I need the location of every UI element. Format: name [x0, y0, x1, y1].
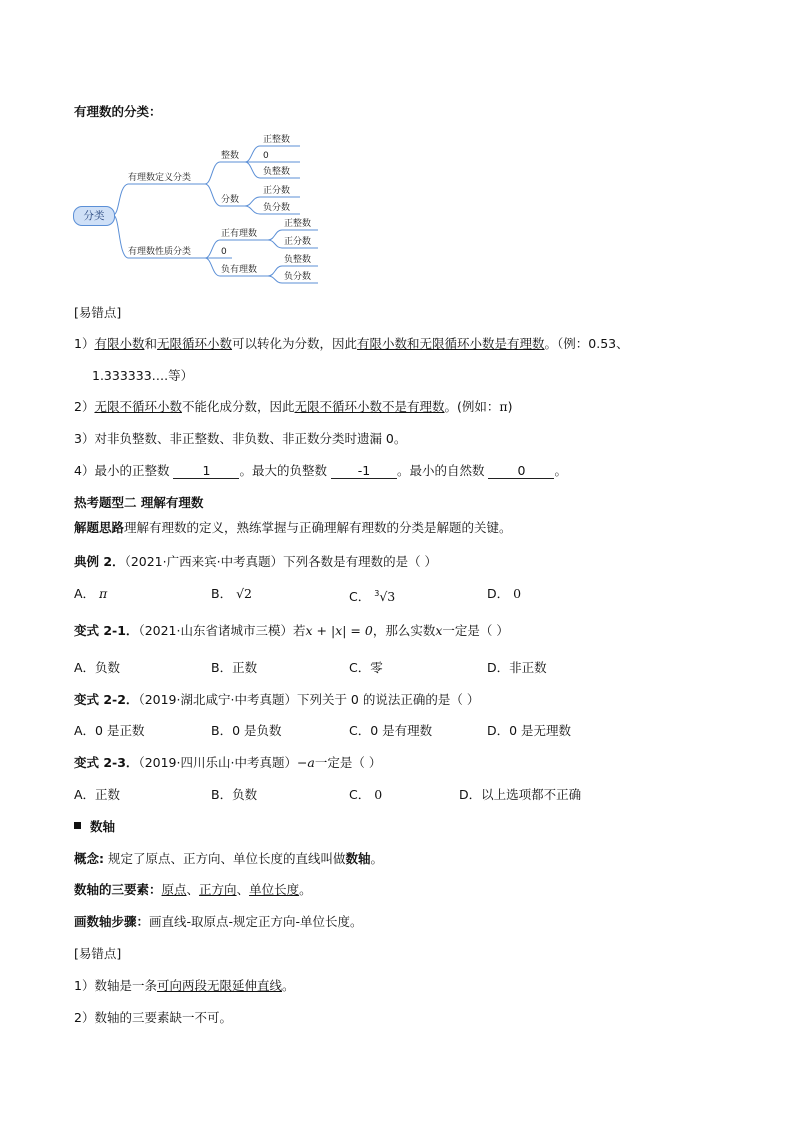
- variant-2-3-question: 变式 2-3．（2019·四川乐山·中考真题）−a一定是（ ）: [74, 755, 382, 770]
- number-line-three-elements: 数轴的三要素：原点、正方向、单位长度。: [74, 882, 312, 897]
- option-d: D． 0: [487, 586, 522, 601]
- mindmap-leaf: 0: [263, 151, 269, 161]
- option-a: A．0 是正数: [74, 723, 145, 738]
- mindmap-node-negative: 负有理数: [221, 265, 258, 275]
- variant-2-2-question: 变式 2-2．（2019·湖北咸宁·中考真题）下列关于 0 的说法正确的是（ ）: [74, 692, 480, 707]
- section-title: 热考题型二 理解有理数: [74, 495, 204, 510]
- number-line-heading: 数轴: [74, 818, 115, 836]
- answer-blank: -1: [331, 463, 397, 479]
- example-2-question: 典例 2．（2021·广西来宾·中考真题）下列各数是有理数的是（ ）: [74, 554, 438, 569]
- option-b: B．负数: [211, 787, 258, 802]
- option-d: D．0 是无理数: [487, 723, 572, 738]
- pitfall-item-4: 4）最小的正整数 1 。最大的负整数 -1 。最小的自然数 0 。: [74, 463, 567, 478]
- option-a: A．正数: [74, 787, 121, 802]
- mindmap-node-zero: 0: [221, 247, 227, 257]
- option-a: A．负数: [74, 660, 121, 675]
- mindmap-leaf: 负整数: [284, 255, 312, 265]
- mindmap-node-positive: 正有理数: [221, 229, 258, 239]
- answer-blank: 0: [488, 463, 554, 479]
- option-b: B．正数: [211, 660, 258, 675]
- pitfall-item-1-continued: 1.333333….等）: [92, 368, 194, 383]
- option-c: C． $^3$√3: [349, 589, 396, 605]
- mindmap-leaf: 负分数: [284, 272, 312, 282]
- option-c: C．零: [349, 660, 383, 675]
- mindmap-leaf: 正整数: [263, 135, 291, 145]
- option-d: D．以上选项都不正确: [459, 787, 582, 802]
- mindmap-leaf: 正分数: [263, 186, 291, 196]
- number-line-steps: 画数轴步骤：画直线-取原点-规定正方向-单位长度。: [74, 914, 363, 929]
- mindmap-branch-property: 有理数性质分类: [128, 247, 192, 257]
- square-bullet-icon: [74, 822, 81, 829]
- mindmap-branch-definition: 有理数定义分类: [128, 173, 192, 183]
- pitfall-item-3: 3）对非负整数、非正整数、非负数、非正数分类时遗漏 0。: [74, 431, 407, 446]
- answer-blank: 1: [173, 463, 239, 479]
- option-c: C． 0: [349, 787, 383, 802]
- number-line-pitfall-1: 1）数轴是一条可向两段无限延伸直线。: [74, 978, 295, 993]
- pitfall-item-1: 1）有限小数和无限循环小数可以转化为分数，因此有限小数和无限循环小数是有理数。（例：0.53、: [74, 336, 629, 351]
- mindmap-leaf: 负分数: [263, 203, 291, 213]
- number-line-pitfall-2: 2）数轴的三要素缺一不可。: [74, 1010, 232, 1025]
- option-a: A． π: [74, 586, 108, 601]
- variant-2-1-question: 变式 2-1．（2021·山东省诸城市三模）若x + |x| = 0，那么实数x一定是（ ）: [74, 623, 509, 638]
- mindmap-node-fractions: 分数: [221, 195, 240, 205]
- option-b: B．0 是负数: [211, 723, 282, 738]
- pitfall-title: [易错点]: [74, 946, 122, 961]
- option-c: C．0 是有理数: [349, 723, 433, 738]
- option-d: D．非正数: [487, 660, 547, 675]
- mindmap-leaf: 负整数: [263, 167, 291, 177]
- pitfall-title: [易错点]: [74, 305, 122, 320]
- solving-tip: 解题思路理解有理数的定义，熟练掌握与正确理解有理数的分类是解题的关键。: [74, 520, 512, 535]
- heading-rational-classification: 有理数的分类：: [74, 104, 162, 119]
- mindmap-leaf: 正分数: [284, 237, 312, 247]
- option-b: B． √2: [211, 586, 252, 601]
- mindmap-node-integers: 整数: [221, 151, 240, 161]
- pitfall-item-2: 2）无限不循环小数不能化成分数，因此无限不循环小数不是有理数。(例如：π): [74, 399, 513, 414]
- mindmap-leaf: 正整数: [284, 219, 312, 229]
- number-line-concept: 概念: 规定了原点、正方向、单位长度的直线叫做数轴。: [74, 851, 384, 866]
- mindmap-root-node: 分类: [73, 206, 115, 226]
